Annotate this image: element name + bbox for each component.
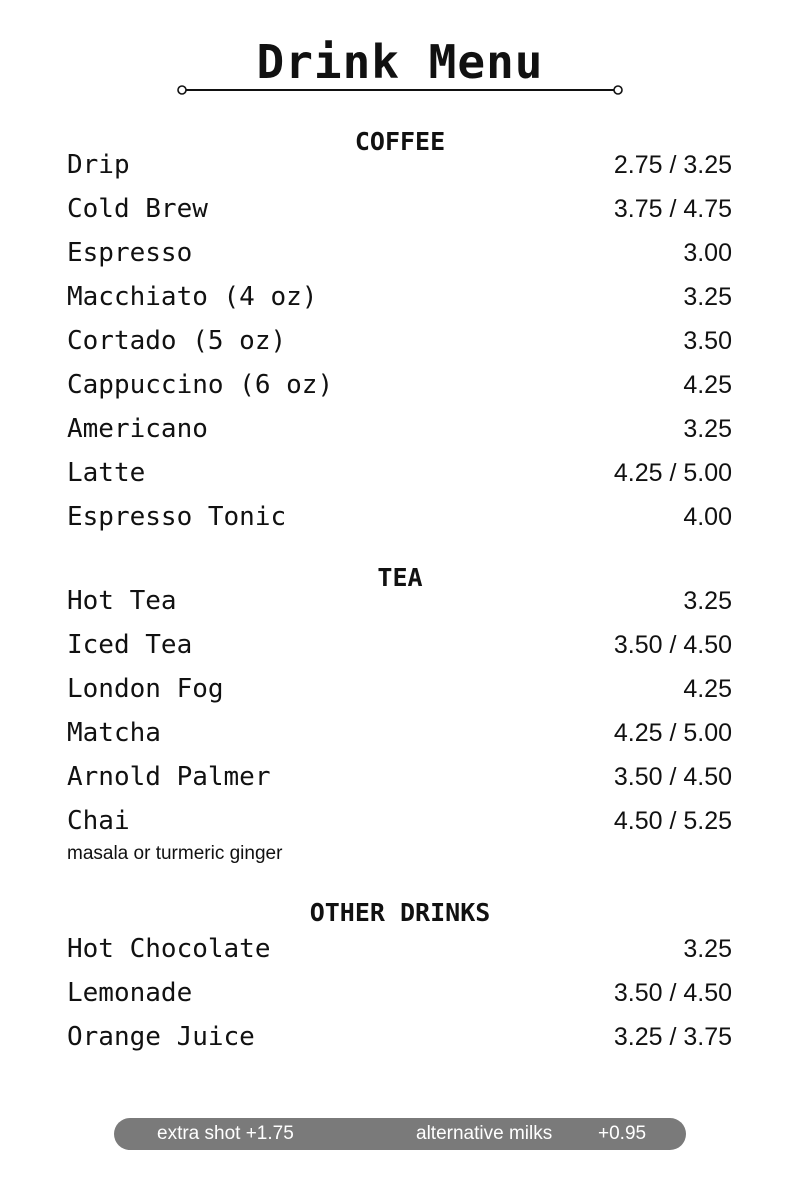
item-name: Drip [67,150,130,180]
item-price: 4.25 / 5.00 [613,459,732,487]
item-name: Espresso [67,238,193,268]
item-price: 4.25 [683,675,732,703]
item-price: 4.25 / 5.00 [613,719,732,747]
item-name: Hot Chocolate [67,934,271,964]
item-name: Macchiato (4 oz) [67,282,318,312]
item-name: Chai [67,806,130,836]
item-price: 3.50 / 4.50 [613,631,732,659]
add-ons-bar [114,1118,686,1150]
item-name: Cold Brew [67,194,208,224]
item-price: 4.25 [683,371,732,399]
item-price: 3.25 / 3.75 [613,1023,732,1051]
item-price: 3.75 / 4.75 [613,195,732,223]
item-price: 3.50 / 4.50 [613,763,732,791]
section-title-coffee: COFFEE [354,127,446,156]
item-price: 3.00 [683,239,732,267]
item-price: 3.50 [683,327,732,355]
item-name: Orange Juice [67,1022,255,1052]
item-name: Hot Tea [67,586,177,616]
alternative-milks-label: alternative milks [416,1123,553,1144]
item-name: Americano [67,414,208,444]
section-title-other-drinks: OTHER DRINKS [309,898,491,927]
menu-title: Drink Menu [256,35,544,89]
title-underline [176,83,624,97]
item-name: Matcha [67,718,161,748]
item-name: Latte [67,458,146,488]
section-title-tea: TEA [377,563,423,592]
item-price: 3.25 [683,283,732,311]
item-price: 3.25 [683,415,732,443]
item-name: Lemonade [67,978,193,1008]
item-price: 3.50 / 4.50 [613,979,732,1007]
item-name: London Fog [67,674,224,704]
alternative-milks-price: +0.95 [598,1123,647,1144]
item-price: 3.25 [683,935,732,963]
item-price: 3.25 [683,587,732,615]
item-note: masala or turmeric ginger [67,843,283,864]
item-name: Arnold Palmer [67,762,271,792]
item-name: Cortado (5 oz) [67,326,287,356]
item-price: 4.00 [683,503,732,531]
extra-shot-label: extra shot +1.75 [157,1123,294,1144]
item-name: Iced Tea [67,630,193,660]
item-price: 4.50 / 5.25 [613,807,732,835]
item-price: 2.75 / 3.25 [613,151,732,179]
item-name: Espresso Tonic [67,502,287,532]
item-name: Cappuccino (6 oz) [67,370,334,400]
